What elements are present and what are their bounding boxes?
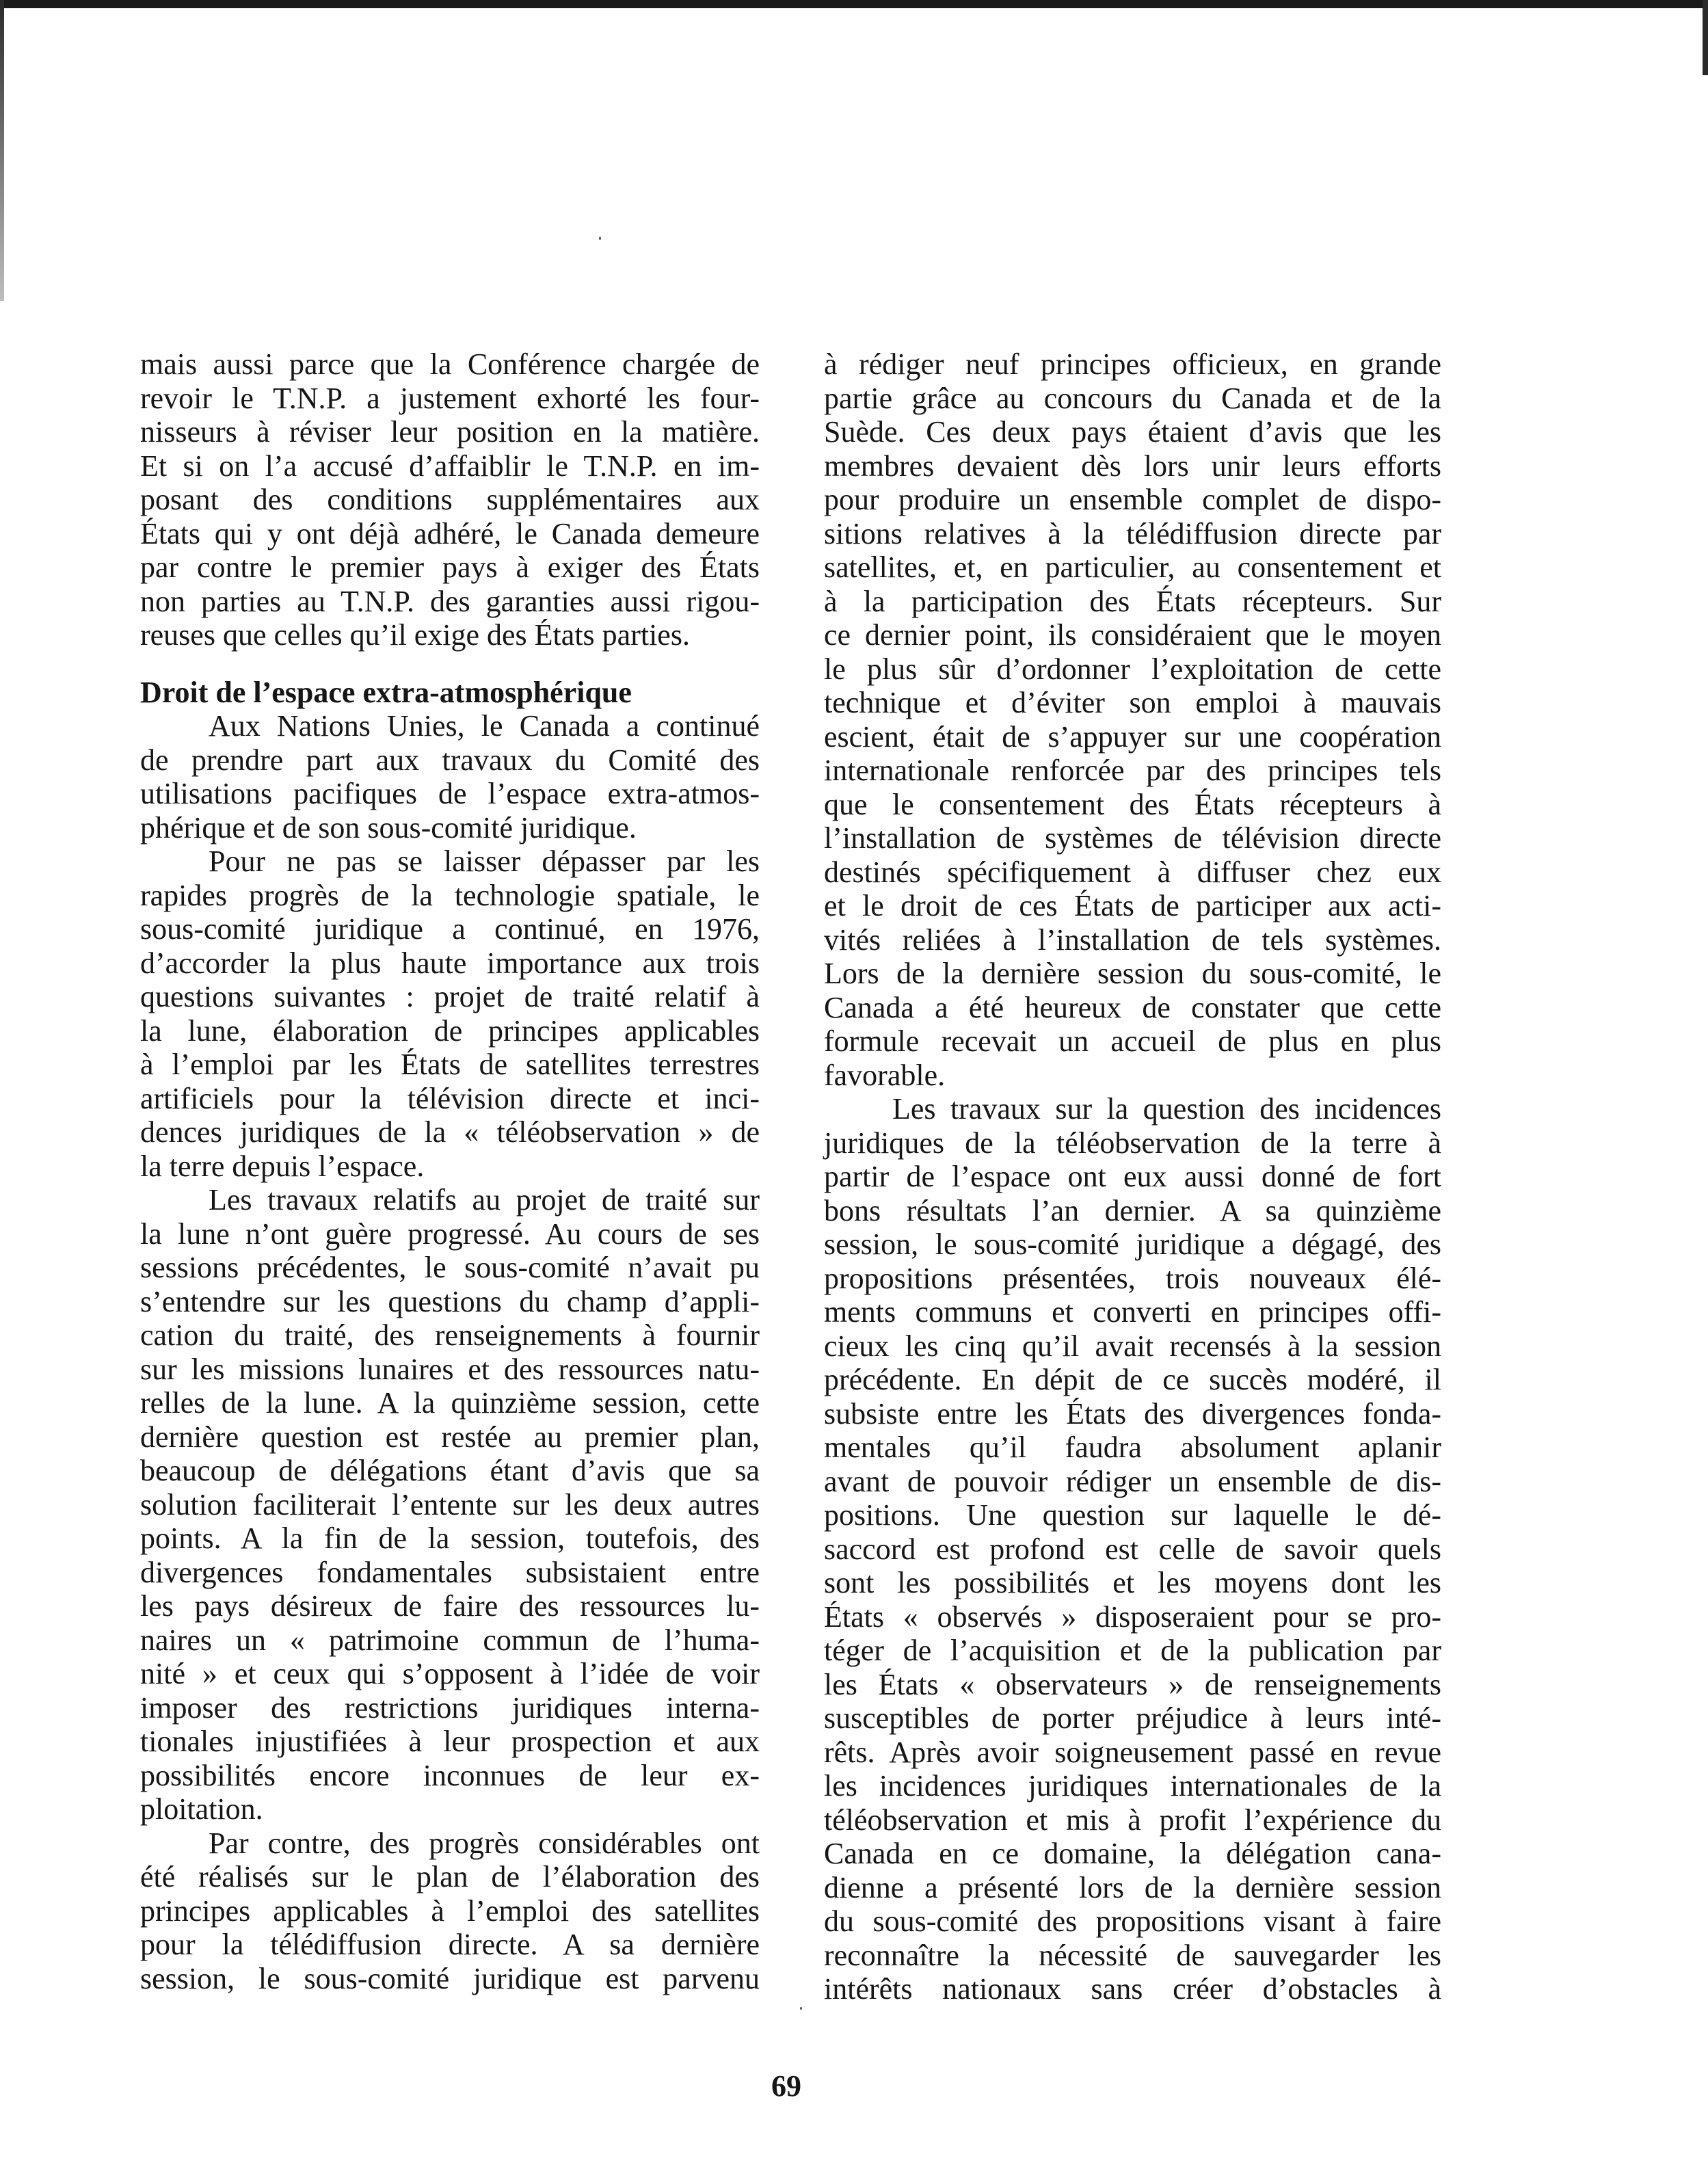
text-line: ce dernier point, ils considéraient que le moyen — [824, 618, 1441, 652]
text-line: internationale renforcée par des principes tels — [824, 754, 1441, 787]
text-line: nisseurs à réviser leur position en la matière. — [140, 415, 760, 449]
text-line: dences juridiques de la « téléobservation » de — [140, 1115, 760, 1149]
text-line: cation du traité, des renseignements à fournir — [140, 1318, 760, 1352]
text-line: Aux Nations Unies, le Canada a continué — [209, 709, 760, 743]
text-line: intérêts nationaux sans créer d’obstacles à — [824, 1972, 1441, 2006]
text-line: posant des conditions supplémentaires aux — [140, 483, 760, 516]
text-line: membres devaient dès lors unir leurs efforts — [824, 449, 1441, 483]
text-line: la lune, élaboration de principes applicables — [140, 1013, 760, 1048]
scan-left-edge — [0, 0, 4, 301]
text-line: naires un « patrimoine commun de l’huma- — [140, 1623, 760, 1657]
text-line: session, le sous-comité juridique a dégagé, des — [824, 1227, 1441, 1261]
text-line: Par contre, des progrès considérables ont — [209, 1826, 760, 1860]
scan-speck — [599, 237, 601, 240]
text-line: utilisations pacifiques de l’espace extra-atmos- — [140, 777, 760, 810]
text-line: principes applicables à l’emploi des satellites — [140, 1893, 760, 1928]
text-line: session, le sous-comité juridique est parvenu — [140, 1961, 760, 1995]
text-line: du sous-comité des propositions visant à faire — [824, 1904, 1441, 1938]
text-line: de prendre part aux travaux du Comité des — [140, 743, 760, 777]
text-line: Et si on l’a accusé d’affaiblir le T.N.P. en im- — [140, 449, 760, 483]
text-line: pour produire un ensemble complet de dispo- — [824, 483, 1441, 516]
text-line: les pays désireux de faire des ressources lu- — [140, 1589, 760, 1623]
text-line: partir de l’espace ont eux aussi donné de fort — [824, 1160, 1441, 1193]
text-line: rapides progrès de la technologie spatiale, le — [140, 878, 760, 912]
text-line: Lors de la dernière session du sous-comité, le — [824, 957, 1441, 990]
text-line: à l’emploi par les États de satellites terrestres — [140, 1048, 760, 1081]
text-line: subsiste entre les États des divergences fonda- — [824, 1396, 1441, 1431]
text-line: partie grâce au concours du Canada et de la — [824, 381, 1441, 415]
text-line: l’installation de systèmes de télévision directe — [824, 821, 1441, 855]
text-line: à la participation des États récepteurs. Sur — [824, 584, 1441, 618]
text-line: avant de pouvoir rédiger un ensemble de dis- — [824, 1464, 1441, 1498]
text-line: relles de la lune. A la quinzième session, cette — [140, 1386, 760, 1420]
text-line: formule recevait un accueil de plus en plus — [824, 1024, 1441, 1058]
text-line: juridiques de la téléobservation de la terre à — [824, 1126, 1441, 1160]
text-line: et le droit de ces États de participer aux acti- — [824, 889, 1441, 922]
text-line: tionales injustifiées à leur prospection et aux — [140, 1725, 760, 1758]
section-heading: Droit de l’espace extra-atmosphérique — [140, 675, 632, 709]
text-line: États « observés » disposeraient pour se pro- — [824, 1599, 1441, 1634]
text-line: Suède. Ces deux pays étaient d’avis que les — [824, 415, 1441, 449]
text-line: questions suivantes : projet de traité relatif à — [140, 980, 760, 1013]
text-line: favorable. — [824, 1058, 946, 1092]
text-line: mais aussi parce que la Conférence chargée de — [140, 347, 760, 381]
text-line: vités reliées à l’installation de tels systèmes. — [824, 922, 1441, 957]
text-line: pour la télédiffusion directe. A sa dernière — [140, 1928, 760, 1961]
text-line: imposer des restrictions juridiques interna- — [140, 1690, 760, 1725]
text-line: sitions relatives à la télédiffusion directe par — [824, 516, 1441, 550]
text-line: saccord est profond est celle de savoir quels — [824, 1532, 1441, 1566]
text-line: sont les possibilités et les moyens dont les — [824, 1566, 1441, 1599]
left-column — [140, 347, 760, 1995]
text-line: ploitation. — [140, 1792, 263, 1826]
text-line: points. A la fin de la session, toutefois, des — [140, 1521, 760, 1555]
text-line: susceptibles de porter préjudice à leurs inté- — [824, 1701, 1441, 1735]
text-line: sessions précédentes, le sous-comité n’avait pu — [140, 1251, 760, 1284]
text-line: revoir le T.N.P. a justement exhorté les four- — [140, 381, 760, 415]
scan-right-edge — [1703, 0, 1708, 75]
text-line: par contre le premier pays à exiger des États — [140, 550, 760, 584]
text-line: destinés spécifiquement à diffuser chez eux — [824, 855, 1441, 889]
text-line: bons résultats l’an dernier. A sa quinzième — [824, 1193, 1441, 1227]
page-number: 69 — [771, 2069, 801, 2103]
text-line: satellites, et, en particulier, au consentement et — [824, 550, 1441, 584]
text-line: Canada a été heureux de constater que cette — [824, 990, 1441, 1024]
scan-top-border — [0, 0, 1708, 8]
text-line: beaucoup de délégations étant d’avis que sa — [140, 1454, 760, 1487]
text-line: positions. Une question sur laquelle le dé- — [824, 1498, 1441, 1532]
text-line: Canada en ce domaine, la délégation cana- — [824, 1837, 1441, 1870]
text-line: les États « observateurs » de renseignements — [824, 1667, 1441, 1701]
text-line: artificiels pour la télévision directe et inci- — [140, 1081, 760, 1115]
text-line: escient, était de s’appuyer sur une coopération — [824, 719, 1441, 754]
text-line: phérique et de son sous-comité juridique. — [140, 810, 637, 845]
text-line: possibilités encore inconnues de leur ex- — [140, 1758, 760, 1792]
text-line: mentales qu’il faudra absolument aplanir — [824, 1431, 1441, 1464]
right-column — [824, 347, 1441, 2006]
text-line: technique et d’éviter son emploi à mauvais — [824, 686, 1441, 719]
text-line: États qui y ont déjà adhéré, le Canada demeure — [140, 516, 760, 550]
text-line: solution faciliterait l’entente sur les deux autres — [140, 1487, 760, 1521]
scan-speck — [800, 2007, 802, 2010]
text-line: Pour ne pas se laisser dépasser par les — [209, 845, 760, 878]
text-line: ments communs et converti en principes offi- — [824, 1295, 1441, 1329]
text-line: la lune n’ont guère progressé. Au cours de ses — [140, 1217, 760, 1251]
text-line: dienne a présenté lors de la dernière session — [824, 1870, 1441, 1904]
text-line: nité » et ceux qui s’opposent à l’idée de voir — [140, 1657, 760, 1690]
text-line: non parties au T.N.P. des garanties aussi rigou- — [140, 584, 760, 618]
text-line: Les travaux relatifs au projet de traité sur — [209, 1183, 760, 1217]
text-line: reuses que celles qu’il exige des États parties. — [140, 618, 690, 652]
text-line: été réalisés sur le plan de l’élaboration des — [140, 1860, 760, 1893]
text-line: propositions présentées, trois nouveaux élé- — [824, 1261, 1441, 1295]
text-line: Les travaux sur la question des incidences — [892, 1092, 1441, 1126]
text-line: sur les missions lunaires et des ressources natu- — [140, 1352, 760, 1386]
text-line: précédente. En dépit de ce succès modéré, il — [824, 1363, 1441, 1396]
text-line: d’accorder la plus haute importance aux trois — [140, 946, 760, 980]
text-line: la terre depuis l’espace. — [140, 1149, 425, 1183]
text-line: les incidences juridiques internationales de la — [824, 1769, 1441, 1803]
text-line: le plus sûr d’ordonner l’exploitation de cette — [824, 652, 1441, 686]
text-line: téléobservation et mis à profit l’expérience du — [824, 1803, 1441, 1837]
text-line: que le consentement des États récepteurs à — [824, 787, 1441, 821]
text-line: cieux les cinq qu’il avait recensés à la session — [824, 1329, 1441, 1363]
text-line: téger de l’acquisition et de la publication par — [824, 1634, 1441, 1667]
text-line: à rédiger neuf principes officieux, en grande — [824, 347, 1441, 381]
text-line: rêts. Après avoir soigneusement passé en revue — [824, 1735, 1441, 1769]
text-line: reconnaître la nécessité de sauvegarder les — [824, 1938, 1441, 1972]
text-line: s’entendre sur les questions du champ d’appli- — [140, 1284, 760, 1318]
text-line: sous-comité juridique a continué, en 1976, — [140, 912, 760, 946]
text-line: dernière question est restée au premier plan, — [140, 1420, 760, 1454]
text-line: divergences fondamentales subsistaient entre — [140, 1555, 760, 1589]
